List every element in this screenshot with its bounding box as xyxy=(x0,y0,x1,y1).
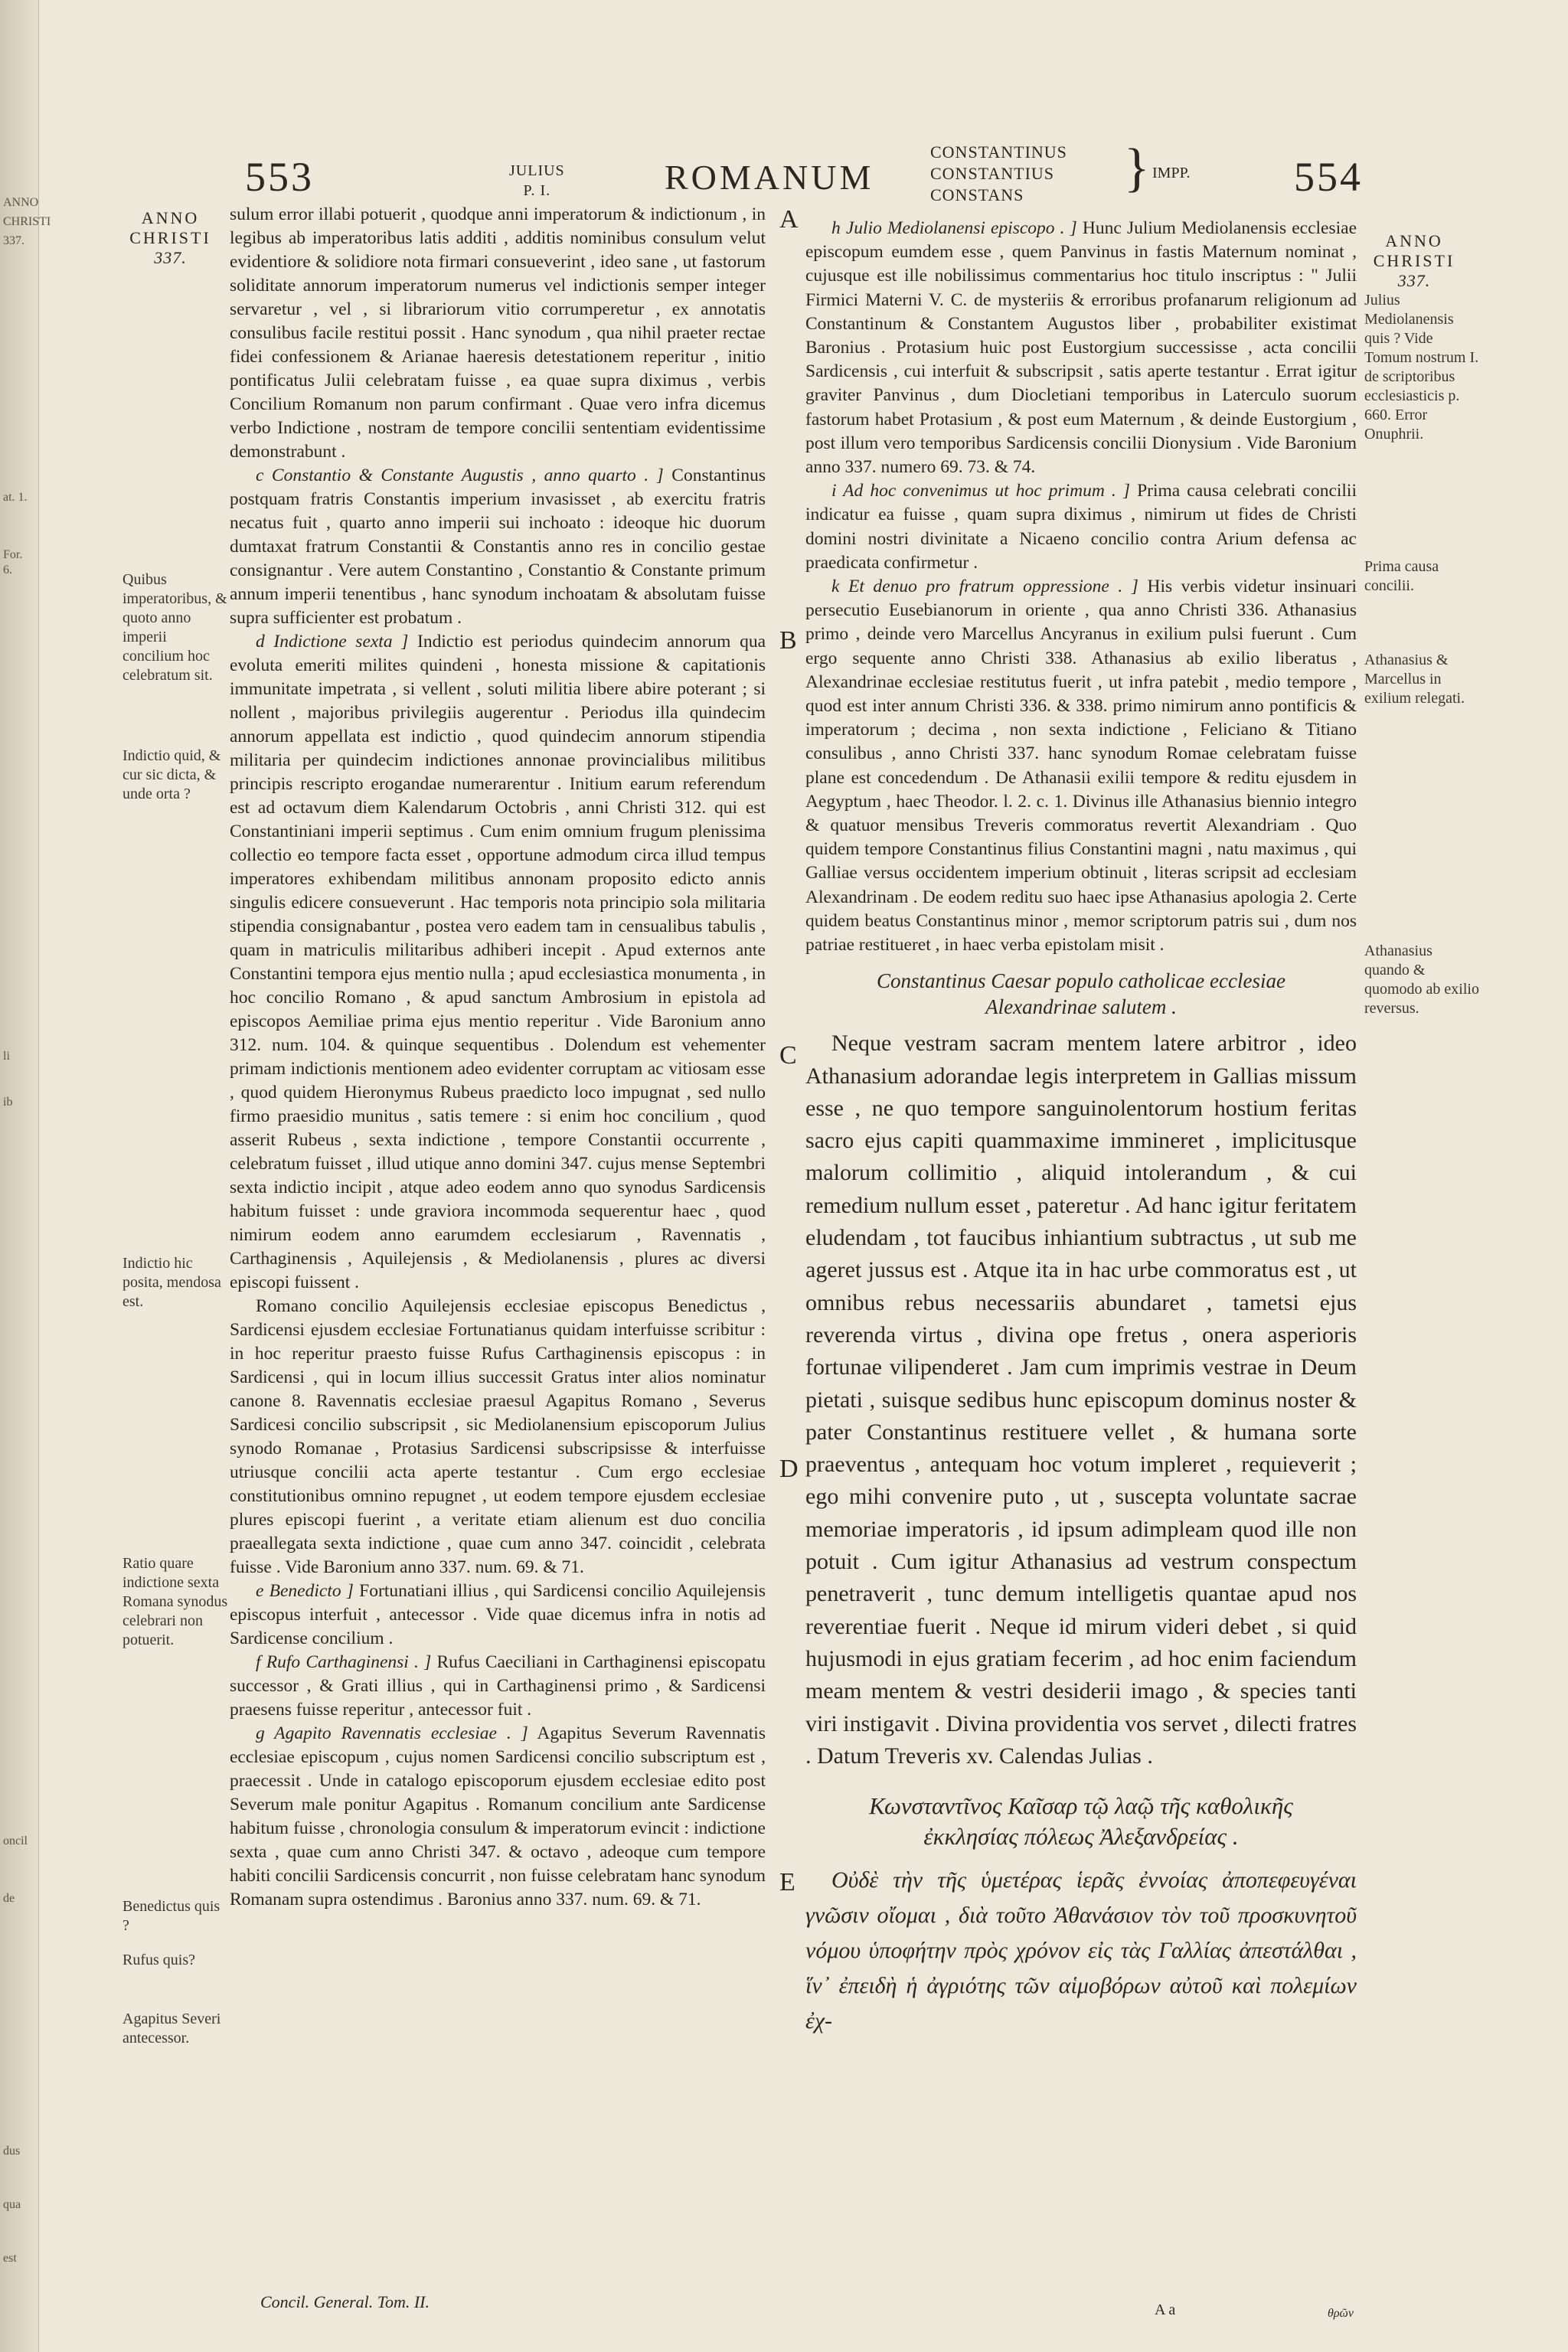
edge-text: qua xyxy=(3,2198,21,2211)
margin-note: Athanasius & Marcellus in exilium relegati. xyxy=(1364,652,1465,707)
note-text: Fortunatiani illius , qui Sardicensi concilio Aquilejensis episcopus interfuit , antecessor . Vide quae dicemus infra in notis ad Sardicense concilium . xyxy=(230,1581,766,1648)
anno-christi-left xyxy=(122,208,218,268)
anno-label: ANNO xyxy=(141,208,200,227)
margin-note: Athanasius quando & quomodo ab exilio reversus. xyxy=(1364,942,1479,1017)
header-emperor: CONSTANTINUS xyxy=(930,142,1067,162)
edge-text: ib xyxy=(3,1096,13,1109)
note-text: His verbis videtur insinuari persecutio Eusebianorum in oriente , qua anno Christi 336. Athanasius primo , deinde vero Marcellus Ancyranus in exilium pulsi fuerunt . Cum ergo sequente anno Christi 338. Athanasius ab exilio liberatus , Alexandrinae ecclesiae restitutus fuerit , ut infra patebit , medio tempore , quod est inter annum Christi 336. & 338. primo nimirum anno pontificis & imperatorum ; decima , non sexta indictione , Feliciano & Titiano consulibus , anno Christi 337. hanc synodum Romae celebratam fuisse plane est concedendum . De Athanasii exilii tempore & reditu ejusdem in Aegyptum , haec Theodor. l. 2. c. 1. Divinus ille Athanasius biennio integro & quatuor mensibus Treveris commoratus revertit Alexandriam . Quo quidem tempore Constantinus filius Constantini magni , natu maximus , qui Galliae versus occidentem imperium obtinuit , literas scripsit ad ecclesiam Alexandrinam . De eodem reditu suo haec ipse Athanasius apologia 2. Certe quidem beatus Constantinus minor , memor scriptorum patris sui , dum nos patriae restitueret , in haec verba epistolam misit . xyxy=(805,577,1357,956)
margin-note: Ratio quare indictione sexta Romana synodus celebrari non potuerit. xyxy=(122,1555,228,1648)
edge-text: de xyxy=(3,1892,15,1905)
section-mark: C xyxy=(779,1041,797,1070)
header-brace-icon: } xyxy=(1124,139,1150,198)
footnote-f xyxy=(230,1651,766,1722)
margin-note: Agapitus Severi antecessor. xyxy=(122,2011,221,2047)
section-mark: A xyxy=(779,205,799,234)
edge-text: est xyxy=(3,2252,17,2265)
anno-christi-right xyxy=(1364,231,1464,291)
catchword: θρῶν xyxy=(1328,2307,1354,2320)
anno-label: CHRISTI xyxy=(129,228,211,247)
anno-label: ANNO xyxy=(1385,231,1443,250)
edge-text: For. 6. xyxy=(3,548,23,577)
note-lemma: g Agapito Ravennatis ecclesiae . ] xyxy=(256,1723,528,1743)
footnote-c xyxy=(230,464,766,630)
edge-text: dus xyxy=(3,2145,21,2158)
note-text: Indictio est periodus quindecim annorum qua evoluta emeriti milites quindeni , honesta missione & capitationis immunitate impetrata , si vellent , soluti militia libere abire poterant ; si nollent , majoribus privilegiis augerentur . Periodus illa quindecim annorum appellata est indictio , quod quindecim annorum stipendia militaria per quindecim indictiones annonae provincialibus militibus principis rescripto erogandae numerarentur . Initium earum referendum est ad octavum diem Kalendarum Octobris , anni Christi 312. qui est Constantiniani imperii septimus . Cum enim omnium frugum plenissima collectio eo tempore facta esset , opportune admodum circa illud tempus imperatores exhibendam militibus annonam proposito edicto annis singulis edicere consueverunt . Hac temporis nota principio sola militaria stipendia consignabantur , postea vero eadem tam in censualibus tabulis , quam in matriculis militaribus adhiberi incepit . Apud externos ante Constantini tempora ejus mentio nulla ; apud ecclesiastica monumenta , in hoc concilio Romano , & apud sanctum Ambrosium in epistola ad episcopos Aemiliae prima ejus mentio reperitur . Vide Baronium anno 312. num. 104. & quinque sequentibus . Dolendum est vehementer primam indictionis mentionem adeo evidenter corruptam ac vitiosam esse , quod quidem Hieronymus Rubeus praedicto loco impugnat , sed nullo firmo praesidio munitus , satis temere : si enim hoc concilium , quod asserit Rubeus , sexta indictione , tempore Constantii occurrente , celebratum fuisset , illud utique anno domini 347. cujus mense Septembri sexta indictio incipit , atque adeo eodem anno quo synodus Sardicensis habitum fuisset : unde graviora incommoda sequerentur haec , quod nimirum eodem anno earumdem ecclesiarum , Ravennatis , Carthaginensis , Aquilejensis , & Mediolanensis , plures ac diversi episcopi fuissent . xyxy=(230,632,766,1292)
letter-title-line: Alexandrinae salutem . xyxy=(985,995,1177,1019)
margin-note: Rufus quis? xyxy=(122,1952,195,1968)
margin-note: Indictio hic posita, mendosa est. xyxy=(122,1255,221,1310)
page-number-right: 554 xyxy=(1294,154,1363,200)
right-column xyxy=(805,217,1357,2039)
greek-body: Οὐδὲ τὴν τῆς ὑμετέρας ἱερᾶς ἐννοίας ἀποπεφευγέναι γνῶσιν οἴομαι , διὰ τοῦτο Ἀθανάσιον τὸν τοῦ προσκυνητοῦ νόμου ὑποφήτην πρὸς χρόνον εἰς τὰς Γαλλίας ἀπεστάλθαι , ἵν᾽ ἐπειδὴ ἡ ἀγριότης τῶν αἱμοβόρων αὐτοῦ καὶ πολεμίων ἐχ- xyxy=(805,1867,1357,2034)
footnote-e xyxy=(230,1579,766,1651)
footnote-g xyxy=(230,1722,766,1912)
previous-page-edge xyxy=(0,0,51,2352)
header-emperor: CONSTANS xyxy=(930,185,1024,204)
footnote-d-continued xyxy=(230,1295,766,1579)
anno-year: 337. xyxy=(1397,271,1431,290)
section-mark: B xyxy=(779,626,797,655)
note-text: Rufus Caeciliani in Carthaginensi episcopatu successor , & Grati illius , qui in Carthaginensi primo , & Sardicensi praesens fuisse reperitur , antecessor fuit . xyxy=(230,1652,766,1720)
left-column xyxy=(230,203,766,1912)
page-number-left: 553 xyxy=(245,154,314,200)
note-lemma: k Et denuo pro fratrum oppressione . ] xyxy=(831,577,1138,597)
greek-title-line: ἐκκλησίας πόλεως Ἀλεξανδρείας . xyxy=(923,1823,1239,1851)
letter-title xyxy=(805,968,1357,1020)
section-mark: E xyxy=(779,1868,795,1896)
note-text: Romano concilio Aquilejensis ecclesiae episcopus Benedictus , Sardicensi ejusdem ecclesiae Fortunatianus quidam interfuisse scribitur : in hoc reperitur praesto fuisse Rufus Carthaginensis episcopus : in Sardicensi , qui in locum illius successit Gratus inter alios nominatur canone 8. Ravennatis ecclesiae praesul Agapitus Romano , Severus Sardicesi concilio subscripsit , sic Mediolanensium episcoporum Julius synodo Romanae , Protasius Sardicensi subscripsisse & interfuisse utriusque concilii acta aperte testantur . Cum ergo ecclesiae constitutionibus omnino repugnet , ut eodem tempore ejusdem ecclesiae plures episcopi fuerint , a veritate etiam alienum est duo concilia praeallegata sexta indictione , quae cum anno 347. coincidit , celebrata fuisse . Vide Baronium anno 337. num. 69. & 71. xyxy=(230,1296,766,1577)
header-julius xyxy=(509,161,565,201)
header-title: ROMANUM xyxy=(665,158,874,197)
note-lemma: e Benedicto ] xyxy=(256,1581,354,1601)
header-julius-line: JULIUS xyxy=(509,162,565,179)
edge-text: 337. xyxy=(3,234,24,247)
signature-line: Concil. General. Tom. II. xyxy=(260,2292,430,2311)
margin-note: Benedictus quis ? xyxy=(122,1898,220,1934)
header-emperors xyxy=(930,142,1067,206)
section-mark: D xyxy=(779,1455,799,1483)
note-text: Agapitus Severum Ravennatis ecclesiae episcopum , cujus nomen Sardicensi concilio subscriptum est , praecessit . Unde in catalogo episcoporum ejusdem ecclesiae edito post Severum male ponitur Agapitus . Romanum concilium ante Sardicense habitum fuisse , chronologia consulum & imperatorum evincit : indictione sexta , quae cum anno Christi 347. & octavo , adeoque cum tempore habiti concilii Sardicensis concurrit , non fuisse celebratam hanc synodum Romanam supra ostendimus . Baronius anno 337. num. 69. & 71. xyxy=(230,1723,766,1909)
header-emperor: CONSTANTIUS xyxy=(930,164,1055,183)
margin-note: Indictio quid, & cur sic dicta, & unde orta ? xyxy=(122,747,221,802)
edge-text: ANNO xyxy=(3,196,39,209)
note-text: Constantinus postquam fratris Constantis imperium invasisset , ab exercitu fratris necatus fuit , quarto anno imperii sui inchoato : ideoque hic duorum dumtaxat fratrum Constantii & Constantis anno res in concilio gestae consignantur . Vere autem Constantino , Constantio & Constante primum annum imperii tenentibus , hanc synodum inchoatam & absolutam fuisse supra sufficienter est probatum . xyxy=(230,466,766,628)
edge-text: at. 1. xyxy=(3,491,28,504)
letter-body: Neque vestram sacram mentem latere arbitror , ideo Athanasium adorandae legis interpretem in Gallias missum esse , ne quo tempore sanguinolentorum hostium feritas sacro ejus capiti quammaxime immineret , implicitusque malorum collimitio , aliquid intolerandum , & cui remedium nullum esset , pateretur . Ad hanc igitur feritatem eludendam , tot faucibus inhiantium subtractus , ut sub me ageret jussus est . Atque ita in hac urbe commoratus est , ut omnibus rebus necessariis abundaret , tametsi ejus reverenda virtus , divina ope fretus , onera asperioris fortunae vilipenderet . Jam cum imprimis vestrae in Deum pietati , suisque sedibus hunc episcopum dominus noster & pater Constantinus restituere vellet , & humana sorte praeventus , antequam hoc votum impleret , requieverit ; ego mihi convenire puto , ut , suscepta voluntate sacrae memoriae imperatoris , id ipsum adimpleam quod ille non potuit . Cum igitur Athanasius ad vestrum conspectum penetraverit , tunc demum intelligetis quantae apud nos reverentiae fuerit . Neque id mirum videri debet , si quid hujusmodi in ejus gratiam fecerim , ad hoc enim faciendum meam mentem & vestri desiderii imago , & species tanti viri instigavit . Divina providentia vos servet , dilecti fratres . Datum Treveris xv. Calendas Julias . xyxy=(805,1031,1357,1769)
greek-title-line: Κωνσταντῖνος Καῖσαρ τῷ λαῷ τῆς καθολικῆς xyxy=(869,1792,1293,1820)
note-lemma: c Constantio & Constante Augustis , anno quarto . ] xyxy=(256,466,664,485)
header-impp: IMPP. xyxy=(1152,165,1191,181)
margin-note: Prima causa concilii. xyxy=(1364,558,1439,594)
anno-label: CHRISTI xyxy=(1373,251,1455,270)
letter-title-line: Constantinus Caesar populo catholicae ecclesiae xyxy=(877,969,1285,993)
note-text: Hunc Julium Mediolanensis ecclesiae episcopum eumdem esse , quem Panvinus in fastis Maternum nominat , cujusque est ille nobilissimus commentarius hoc titulo inscriptus : " Julii Firmici Materni V. C. de mysteriis & erroribus profanarum religionum ad Constantinum & Constantem Augustos liber , probabiliter existimat Baronius . Protasium huic post Eustorgium successisse , acta concilii Sardicensis , cui interfuit & subscripsit , satis aperte testantur . Errat igitur graviter Panvinus , dum Diocletiani temporibus in Laterculo suorum fastorum habet Protasium , & post eum Maternum , & deinde Eustorgium , post illum vero temporibus Sardicensis concilii Dionysium . Vide Baronium anno 337. numero 69. 73. & 74. xyxy=(805,218,1357,478)
body-paragraph: sulum error illabi potuerit , quodque anni imperatorum & indictionum , in legibus ab imperatoribus latis additi , additis nominibus consulum velut evidentiore & solidiore nota firmari consueverint , ideo sane , ut fastorum soliditate annorum imperatorum numerus vel indictionis semper integer servaretur , vel , si librariorum vitio corrumperetur , ex annotatis consulibus facile restitui possit . Hanc synodum , qua nihil praeter rectae fidei confessionem & Arianae haeresis detestationem reperitur , initio pontificatus Julii celebratam fuisse , ea quae supra diximus , verbis Concilium Romanum non parum confirmant . Quae vero infra dicemus verbo Indictione , nostram de tempore concilii sententiam evidentissime demonstrabunt . xyxy=(230,204,766,462)
note-lemma: f Rufo Carthaginensi . ] xyxy=(256,1652,432,1672)
header-julius-line: P. I. xyxy=(523,182,551,199)
note-lemma: i Ad hoc convenimus ut hoc primum . ] xyxy=(831,481,1131,501)
note-lemma: h Julio Mediolanensi episcopo . ] xyxy=(831,218,1077,238)
edge-text: li xyxy=(3,1050,10,1063)
margin-note: Julius Mediolanensis quis ? Vide Tomum nostrum I. de scriptoribus ecclesiasticis p. 660. Error Onuphrii. xyxy=(1364,292,1479,443)
footnote-i xyxy=(805,479,1357,575)
greek-title xyxy=(805,1791,1357,1852)
footnote-h xyxy=(805,217,1357,479)
note-lemma: d Indictione sexta ] xyxy=(256,632,409,652)
footnote-d xyxy=(230,630,766,1295)
edge-text: CHRISTI xyxy=(3,215,51,228)
anno-year: 337. xyxy=(154,248,187,267)
footnote-k xyxy=(805,575,1357,957)
signature-mark: A a xyxy=(1155,2301,1176,2318)
note-text: Prima causa celebrati concilii indicatur ea fuisse , quam supra diximus , nimirum ut fides de Christi domini nostri divinitate a Nicaeno concilio contra Arium defensa ac praedicata confirmetur . xyxy=(805,481,1357,573)
margin-note: Quibus imperatoribus, & quoto anno imperii concilium hoc celebratum sit. xyxy=(122,571,227,684)
edge-text: oncil xyxy=(3,1834,28,1847)
